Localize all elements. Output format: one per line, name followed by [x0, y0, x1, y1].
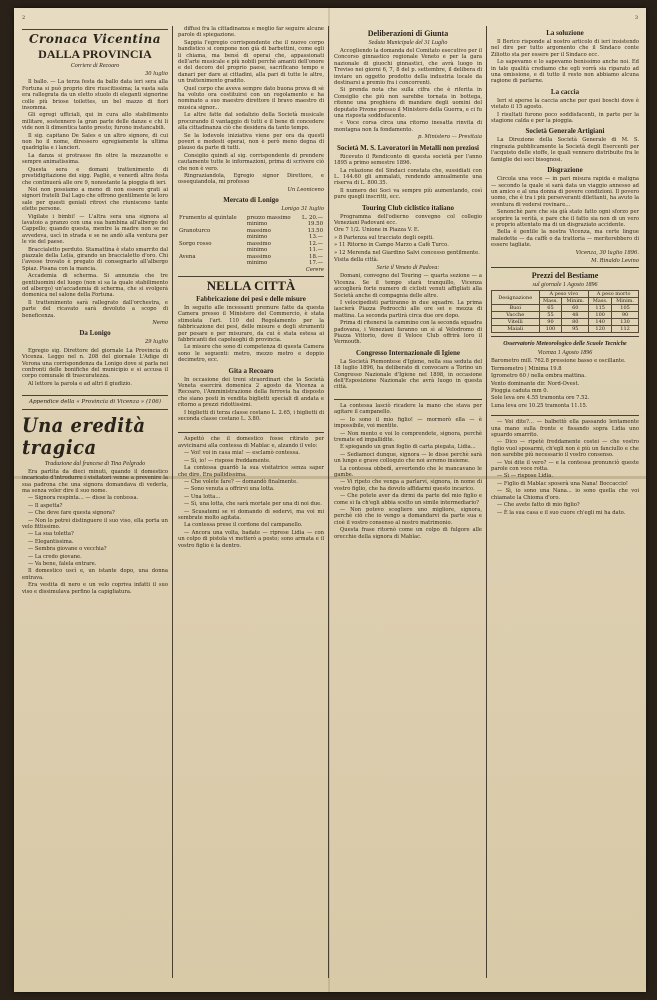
paragraph: Ringraziandola, Egregio signor Direttore, e ossequiandola, mi professo: [178, 172, 324, 186]
table-cell: prezzo massimo: [246, 214, 291, 221]
paragraph: Accogliendo la domanda del Comitato esecutivo per il Concorso ginnastico regionale Veneto e per la gara nazionale di giuochi ginnastici, che avrà luogo in Treviso nei giorni 6, 7, 8 del p. settembre, il delibera di inviare un oggetto prodotto della industria locale da destinarsi a premio fra i concorrenti.: [334, 48, 482, 87]
table-row: [492, 319, 639, 326]
paragraph: — Voi dite il vero? — e la contessa pronunciò queste parole con voce rotta.: [491, 459, 639, 473]
table-cell: 60: [562, 305, 589, 312]
column-1: [22, 26, 168, 980]
paragraph: — Signora respinta... — disse la contessa.: [28, 495, 139, 502]
signature: Nemo: [152, 320, 168, 327]
paragraph: In occasione dei treni straordinari che la Società Veneta esercirà domenica 2 agosto da Vicenza a Recoaro, l'Amministrazione della ferrovia ha disposto che siano posti in vendita biglietti speciali di andata e ritorno a prezzi ridottissimi.: [178, 376, 324, 409]
paragraph: Il numero dei Soci va sempre più aumentando, così pure quegli inscritti, ecc.: [334, 187, 482, 201]
sig-place: Vicenza, 30 luglio 1896.: [575, 249, 639, 256]
paragraph: Ricevuto il Rendiconto di questa società per l'anno 1895 a primo semestre 1896.: [334, 153, 482, 167]
paragraph: Bella è gentile la nostra Vicenza, ma certe lingue maledette — da caffè o da trattoria — meriterebbero di essere tagliate.: [491, 229, 639, 249]
paragraph: Il trattenimento sarà rallegrato dall'orchestra, e parte del ricavato sarà devoluto a scopo di beneficenza.: [22, 299, 168, 319]
paragraph: Quel corpo che aveva sempre dato buona prova di sè ha voluto ora costituirsi con un regolamento e ha nominato a suo maestro direttore il bravo maestro di musica signor...: [178, 85, 324, 111]
paragraph: Il ballo. — La terza festa da ballo data ieri sera alla Fortuna si può proprio dire riuscitissima; la vasta sala era rallegrata da un eletto stuolo di eleganti signorine colle più briose toilettes, un bel mazzo di fiori insomma.: [22, 79, 168, 112]
market-table: [178, 215, 324, 267]
signature: M. Rinaldo Levino: [591, 257, 639, 264]
paragraph: La contessa lasciò ricadere la mano che stava per agitare il campanello.: [334, 402, 482, 416]
paragraph: La contessa prese il cordone del campanello.: [184, 522, 303, 529]
table-header: Mass.: [589, 298, 612, 305]
table-cell: 13.—: [309, 234, 323, 241]
newspaper-sheet: [14, 8, 646, 992]
paragraph: Egregio sig. Direttore del giornale La Provincia di Vicenza. Leggo nel n. 208 del giornale L'Adige di Verona una corrispondenza da Lonigo dove si parla nei confronti delle bonifiche del municipio e si accusa il corpo comunale di trascuratezza.: [22, 347, 168, 380]
corr-date: 30 luglio: [144, 71, 168, 77]
paragraph: La danza si protrasse fin oltre la mezzanotte e sempre animatissima.: [22, 152, 168, 166]
giunta-title: Deliberazioni di Giunta: [367, 29, 449, 38]
signature: Un Leoniceno: [287, 186, 324, 193]
table-row: [492, 312, 639, 319]
market-signature: Cerere: [305, 266, 324, 273]
table-row: [492, 305, 639, 312]
divider: [491, 336, 639, 337]
paragraph: — Sembra giovane o vecchia?: [28, 546, 107, 553]
lonigo-date: 29 luglio: [144, 339, 168, 346]
column-4: [491, 26, 639, 980]
paragraph: I risultati furono poco soddisfacenti, in parte per la stagione calda e per la pioggia.: [491, 111, 639, 125]
table-cell: 11.—: [309, 247, 323, 254]
table-cell: 18.—: [309, 253, 323, 260]
paragraph: La Società Piemontese d'Igiene, nella sua seduta del 18 luglio 1896, ha deliberato di convocare a Torino un Congresso Nazionale d'Igiene nel 1898, in occasione dell'Esposizione Nazionale che avrà luogo in questa città.: [334, 358, 482, 391]
list-item: » 12 Merenda nel Giardino Salvi concesso gentilmente.: [334, 249, 480, 256]
paragraph: Si prenda nota che sulla cifra che è riferita in Consiglio che più non sarebbe tornata in bottega, ritenne una preghiera di mandare degli uomini del deputato Pivone presso il Ministero della Guerra, e ci fu una risposta soddisfacente.: [334, 87, 482, 120]
table-cell: 65: [539, 305, 562, 312]
touring-note-title: Serie il Veneto di Padova:: [376, 265, 440, 272]
table-header: Minim.: [612, 298, 639, 305]
artigiani-title: Società Generale Artigiani: [525, 127, 605, 136]
table-cell: Frumento al quintale: [179, 214, 237, 221]
table-cell: Buoi: [492, 305, 540, 312]
paragraph: Programma dell'odierno convegno col collegio Veneziani Padovani ecc.: [334, 213, 482, 226]
paragraph: La contessa guardò la sua visitatrice senza saper che dire. Era pallidissima.: [178, 465, 324, 478]
table-header: A peso vivo: [539, 291, 589, 298]
divider: [178, 276, 324, 277]
meteo-title: Osservatorio Meteorologico delle Scuole Tecniche: [503, 341, 627, 348]
paragraph: — Che deve fare questa signora?: [28, 510, 115, 517]
table-row: [492, 291, 639, 298]
paragraph: — Il aspetta?: [28, 502, 63, 509]
table-cell: massimo: [246, 227, 271, 234]
table-cell: Sorgo rosso: [179, 240, 212, 247]
paragraph: Il domestico uscì e, un istante dopo, una donna entrava.: [22, 568, 168, 581]
paragraph: — Che volete fare? — domandò finalmente.: [184, 478, 298, 485]
table-cell: 55: [539, 312, 562, 319]
paragraph: Aspettò che il domestico fosse ritirato per avvicinarsi alla contessa di Mablac e, alzando il velo:: [178, 436, 324, 449]
paragraph: — Sediamoci dunque, signora — le disse perchè sarà un lungo e grave colloquio che noi avremo insieme.: [334, 451, 482, 465]
giunta-subtitle: Seduta Municipale del 31 Luglio: [368, 40, 448, 46]
paragraph: In seguito alle incessanti premure fatte da questa Camera presso il Ministero del Commercio, è stata stimolata l'art. 110 del Regolamento per la fabbricazione dei pesi, delle misure e degli strumenti per pesare e per misurare, da cui è stata estesa ai fabbricanti dei capoluoghi di provincia.: [178, 304, 324, 343]
paragraph: Era vestita di nero e un velo copriva infatti il suo viso e dissimulava perfino la capigliatura.: [22, 582, 168, 595]
table-cell: 19.50: [307, 221, 323, 228]
table-header: Minim.: [562, 298, 589, 305]
paragraph: Lo sapevamo e lo sapevamo benissimo anche noi. Ed in tale qualità crediamo che egli vorrà sia riparato ad una omissione, e di tutto il resto non abbiamo alcuna ragione di parlarne.: [491, 59, 639, 85]
paragraph: — Una lotta...: [184, 493, 221, 500]
table-cell: minimo: [246, 247, 268, 254]
table-cell: 130: [612, 319, 639, 326]
paragraph: Gli egregi ufficiali, qui in cura allo stabilimento militare, sostennero la gran parte delle danze e chi li vide non li dimentica tanto presto; furono instancabili.: [22, 112, 168, 132]
table-cell: 48: [562, 312, 589, 319]
divider: [334, 399, 482, 400]
city-subtitle: Fabbricazione dei pesi e delle misure: [196, 294, 306, 303]
paragraph: Il Berico risponde al nostro articolo di ieri insistendo nel dire per tutto argomento che il Sindaco conte Ziliotto sta per essere per il Sindaco ecc.: [491, 39, 639, 58]
paragraph: — Dico — ripetè freddamente costei — che vostro figlio vuol sposarmi, ch'egli non è più un fanciullo e che non sarebbe più necessario il vostro consenso.: [491, 439, 639, 459]
paragraph: — È la sua casa e il suo cuore ch'egli mi ha dato.: [497, 509, 626, 516]
paragraph: Ieri si aperse la caccia anche per quei boschi dove è vietato il 15 agosto.: [491, 97, 639, 111]
table-cell: minimo: [246, 234, 268, 241]
paragraph: — Che avete fatto di mio figlio?: [497, 502, 580, 509]
table-cell: 90: [612, 312, 639, 319]
table-cell: 100: [589, 312, 612, 319]
sub-title: DALLA PROVINCIA: [38, 47, 152, 61]
paragraph: — Io sono il mio figlio! — mormorò ella — è impossibile, voi mentite.: [334, 416, 482, 430]
paragraph: — Voi dite?... — balbettò ella passando lentamente una mano sulla fronte e fissando sopra Lidia uno sguardo smarrito.: [491, 419, 639, 439]
signature: p. Ministero — Previtaia: [417, 134, 482, 141]
paragraph: La relazione del Sindaci constata che, sussidiati con L. 144.60 gli ammalati, rendendo annualmente una riserva di L. 800.35.: [334, 167, 482, 187]
paragraph: — Non lo potrei distinguere il suo viso, ella porta un velo fittissimo.: [22, 517, 168, 530]
section-title: Cronaca Vicentina: [28, 32, 162, 46]
novel-title: Una eredità tragica: [22, 412, 146, 459]
translation-line: Traduzione dal francese di Tina Pelgrado: [44, 460, 146, 467]
prices-title: Prezzi del Bestiame: [531, 271, 599, 281]
table-cell: 13.50: [307, 227, 323, 234]
meteo-subtitle: Vicenza 1 Agosto 1896: [537, 350, 593, 357]
paragraph: — Vi ripeto che venga a parlarvi, signora, in nome di vostro figlio, che ha dovuto affidarmi questo incarico.: [334, 479, 482, 492]
table-cell: Avena: [179, 253, 196, 260]
table-cell: minimo: [246, 260, 268, 267]
page-header: [14, 14, 646, 24]
list-item: Ore 7 1/2. Unione in Piazza V. E.: [334, 227, 420, 234]
paragraph: diffusi fra la cittadinanza e meglio far seguire alcune parole di spiegazione.: [178, 26, 324, 39]
paragraph: — Sono venuta a offrirvi una lotta.: [184, 486, 275, 493]
column-2: [178, 26, 324, 980]
paragraph: — Scusatemi se vi domando di sedervi, ma voi mi sembrate molto agitata.: [178, 508, 324, 521]
paragraph: Era partita da dieci minuti, quando il domestico incaricato d'introdurre i visitatori venne a prevenire la sua padrona che una signora domandava di vederla, ma senza voler dire il suo nome.: [22, 468, 168, 494]
paragraph: — Sì, io sono una Nana... io sono quella che voi chiamate la Chioma d'oro.: [491, 488, 639, 501]
paragraph: Questa sera e domani trattenimento di prestidigitazione dei sigg. Pagliè, e venerdì altra festa che continuerà alle ore 9, nonostante la pioggia di ieri.: [22, 166, 168, 186]
paragraph: Senonchè pare che sia già stato fatto ogni sforzo per scoprire la verità, e pare che il fatto sia non di un vero e proprio attentato ma di un disgraziato accidente.: [491, 209, 639, 228]
paragraph: — La sua toletta?: [28, 531, 74, 538]
meteo-line: Vento dominante dir. Nord-Ovest.: [491, 380, 580, 387]
meteo-line: Pioggia caduta mm 0.: [491, 388, 549, 394]
prices-subtitle: sul giornale 1 Agosto 1896: [532, 282, 598, 289]
table-cell: 140: [589, 319, 612, 326]
appendix-line: Appendice della « Provincia di Vicenza » (106): [28, 399, 162, 406]
recoaro-title: Gita a Recoaro: [228, 366, 274, 375]
page-number-left: 2: [22, 15, 26, 21]
paragraph: — Sì, una lotta, che sarà mortale per una di noi due.: [184, 501, 322, 508]
meteo-line: Sole leva ore 4.55 tramonta ore 7.52.: [491, 395, 590, 402]
paragraph: Accademia di scherma. Si annunzia che tre gentiluomini del luogo (non si sa la quale stabilimento od albergo) un'accademia di scherma, che si svolgerà domenica nel salone della Fortuna.: [22, 273, 168, 299]
prices-table: [491, 290, 639, 333]
paragraph: — La credo giovane.: [28, 553, 82, 560]
paragraph: Consiglio quindi al sig. corrispondente di prendere cautamente tutte le informazioni, prima di scrivere ciò che non è vero.: [178, 152, 324, 172]
table-cell: 112: [612, 326, 639, 333]
paragraph: — Voi! voi in casa mia! — esclamò contessa.: [184, 450, 300, 457]
page-number-right: 3: [634, 15, 638, 21]
table-cell: 80: [562, 319, 589, 326]
market-heading: Mercato di Lonigo: [223, 196, 279, 205]
paragraph: « Voce corsa circa una ritorno inesatta rinvita di montagna non fa fondamento.: [334, 120, 482, 133]
paragraph: Domani, convegno del Touring — quarta sezione — a Vicenza. Se il tempo starà tranquillo, Vicenza accoglierà forte numero di ciclisti venuti affigliati alla Società anche di compagnia delle altre.: [334, 273, 482, 299]
meteo-line: Barometro mill. 762.8 pressione basso e oscillante.: [491, 358, 626, 365]
paragraph: — Sì, io! — rispose freddamente.: [184, 457, 271, 464]
table-cell: Maiali: [492, 326, 540, 333]
divider: [178, 432, 324, 433]
table-header: Mass.: [539, 298, 562, 305]
igiene-title: Congresso Internazionale di Igiene: [356, 348, 460, 357]
table-cell: 12.—: [309, 240, 323, 247]
touring-title: Touring Club ciclistico italiano: [361, 203, 455, 212]
solution-title: La soluzione: [546, 29, 584, 37]
table-cell: massimo: [246, 240, 271, 247]
lavoratori-title: Società M. S. Lavoratori in Metalli non preziosi: [337, 143, 479, 152]
table-cell: Vitelli: [492, 319, 540, 326]
paragraph: Prima di ritenersi la cammino con la seconda squadra padovana, i Veneziani faranno un sì al Velodromo di Piazza Vittorio, dove il Veloce Club offrirà loro il Vermouth.: [334, 320, 482, 346]
table-cell: Vacche: [492, 312, 540, 319]
paragraph: Braccialetto perduto. Stamattina è stato smarrito dal piazzale della Lelia, girando un braccialetto d'oro. Chi l'avesse trovato è pregato di consegnarlo all'albergo Spiaz. Pisana con la mancia.: [22, 246, 168, 272]
paragraph: Le misure che sono di competenza di questa Camera sono le seguenti: metro, mezzo metro e doppio decimetro, ecc.: [178, 344, 324, 364]
paragraph: Il sig. capitano De Sales e un altro signore, di cui non ho il nome, diressero egregiamente la ultima quadriglia e i lancieri.: [22, 132, 168, 152]
paragraph: Questa frase ritornò come un colpo di fulgore alle orecchie della signora di Mablac.: [334, 527, 482, 540]
list-item: » 11 Ritorno in Campo Marzo a Cafè Turco.: [334, 242, 449, 249]
city-title: NELLA CITTÀ: [206, 277, 296, 293]
table-cell: 100: [539, 326, 562, 333]
paragraph: I velocipedisti partiranno in due squadre. La prima lascierà Piazza Pedrocchi alle ore sei e mezza di mattina. La seconda partirà circa due ore dopo.: [334, 300, 482, 319]
disgrazia-title: Disgrazione: [547, 166, 583, 175]
table-header: A peso morto: [589, 291, 639, 298]
table-cell: Granoturco: [179, 227, 211, 234]
paragraph: — Sì — rispose Lidia.: [497, 473, 553, 480]
table-cell: L. 20.—: [302, 214, 323, 221]
paragraph: Le altre fatte dal sodalizio della Società musicale procurando il vantaggio di tutti e il bene di concedere alla cittadinanza ciò che desidera da tanto tempo.: [178, 112, 324, 132]
caccia-title: La caccia: [550, 87, 580, 96]
paragraph: — Ancora una volta, badate — riprese Lidia — con un colpo di pistola vi metterò a posto; sono armata e il vostro figlio è la dentro.: [178, 529, 324, 549]
meteo-line: Termometro | Minima 19.8: [491, 365, 562, 372]
table-cell: minimo: [246, 221, 268, 228]
paragraph: Al lettore la parola e ad altri il giudizio.: [28, 380, 132, 387]
paragraph: — Non mento e voi lo comprendete, signora, perchè tremate ed impallidite.: [334, 430, 482, 443]
column-3: [334, 26, 482, 980]
paragraph: — Elegantissima.: [28, 538, 74, 545]
meteo-line: Igrometro 60 / nella ombra mattina.: [491, 373, 586, 380]
paragraph: Se la lodevole iniziativa viene per ora da questi poveri e modesti operai, non è però meno degna di plauso da parte di tutti.: [178, 132, 324, 152]
paragraph: Sappia l'egregio corrispondente che il nuovo corpo bandistico si compone non già di barbettini, come egli li chiama, ma bensì di operai che, appassionati dell'arte musicale e più nobili perchè amanti dell'onore e del decoro del proprio paese, sacrificano tempo e danari per dare ai cittadini, alla pari di tutte le altre, un trattenimento gradito.: [178, 39, 324, 85]
paragraph: — Figlio di Mablac sposerà una Nana! Boccaccio!: [497, 480, 628, 487]
paragraph: La contessa obbedì, avvertendo che le mancavano le gambe.: [334, 465, 482, 478]
divider: [491, 267, 639, 268]
paragraph: Noi non possiamo a meno di non essere grati ai signori fratelli Dal Lago che offrono gentilmente le loro sale per questi geniali ritrovi che riuniscono tante elette persone.: [22, 186, 168, 213]
table-cell: 120: [589, 326, 612, 333]
paragraph: Circola una voce — in pari misura rapida e maligna — secondo la quale si sarà data un viaggio annesso ad un amico e al una donna di povere condizioni. Il povero uomo, che è tra i più perseveranti dilettanti, ha avuto la sventura di vedersi rovinare...: [491, 176, 639, 208]
divider: [22, 395, 168, 396]
divider: [22, 409, 168, 410]
market-date: Lonigo 31 luglio: [281, 206, 324, 213]
table-cell: massimo: [246, 253, 271, 260]
paragraph: — Va bene, falela entrare.: [28, 560, 97, 567]
paragraph: — Non potevo scegliere uno migliore, signora, perchè ciò che io vengo a domandarvi da parte sua e cioè il vostro consenso al nostro matrimonio.: [334, 506, 482, 526]
table-header: Designazione: [492, 291, 540, 305]
paragraph: E spiegando un gran foglio di carta piegata, Lidia...: [340, 444, 476, 451]
column-rule: [486, 26, 487, 978]
list-item: » 8 Partenza sul tracciato degli ospiti.: [334, 234, 434, 241]
list-item: Visita della città.: [334, 256, 379, 263]
lonigo-heading: Da Lonigo: [79, 329, 111, 338]
table-cell: 115: [589, 305, 612, 312]
table-cell: 105: [612, 305, 639, 312]
meteo-line: Luna leva ore 10.25 tramonta 11.15.: [491, 402, 588, 409]
divider: [22, 29, 168, 30]
paragraph: — Che potete aver da dirmi da parte del mio figlio e come si fa ch'egli abbia scelto un simile intermediario?: [334, 493, 482, 506]
column-rule: [328, 26, 329, 978]
table-row: [492, 326, 639, 333]
table-cell: 17.—: [309, 260, 323, 267]
paragraph: La Direzione della Società Generale di M. S. ringrazia pubblicamente la Società degli Esercenti per l'acquisto delle stoffe, le quali vennero distribuite fra le famiglie dei soci bisognosi.: [491, 137, 639, 163]
table-cell: 95: [562, 326, 589, 333]
paragraph: Vigilate i bimbi! — L'altra sera una signora al lavatoio a pranzo con una sua bambina all'albergo del Cappello; quando questa, mentre la madre non se ne avvedeva, uscì in strada e se ne andò alla ventura per le vie del paese.: [22, 213, 168, 246]
table-cell: 90: [539, 319, 562, 326]
paragraph: I biglietti di terza classe costano L. 2.65, i biglietti di seconda classe costano L. 3.80.: [178, 409, 324, 423]
corr-heading: Corriere di Recoaro: [70, 63, 120, 69]
divider: [491, 415, 639, 416]
column-rule: [172, 26, 173, 978]
